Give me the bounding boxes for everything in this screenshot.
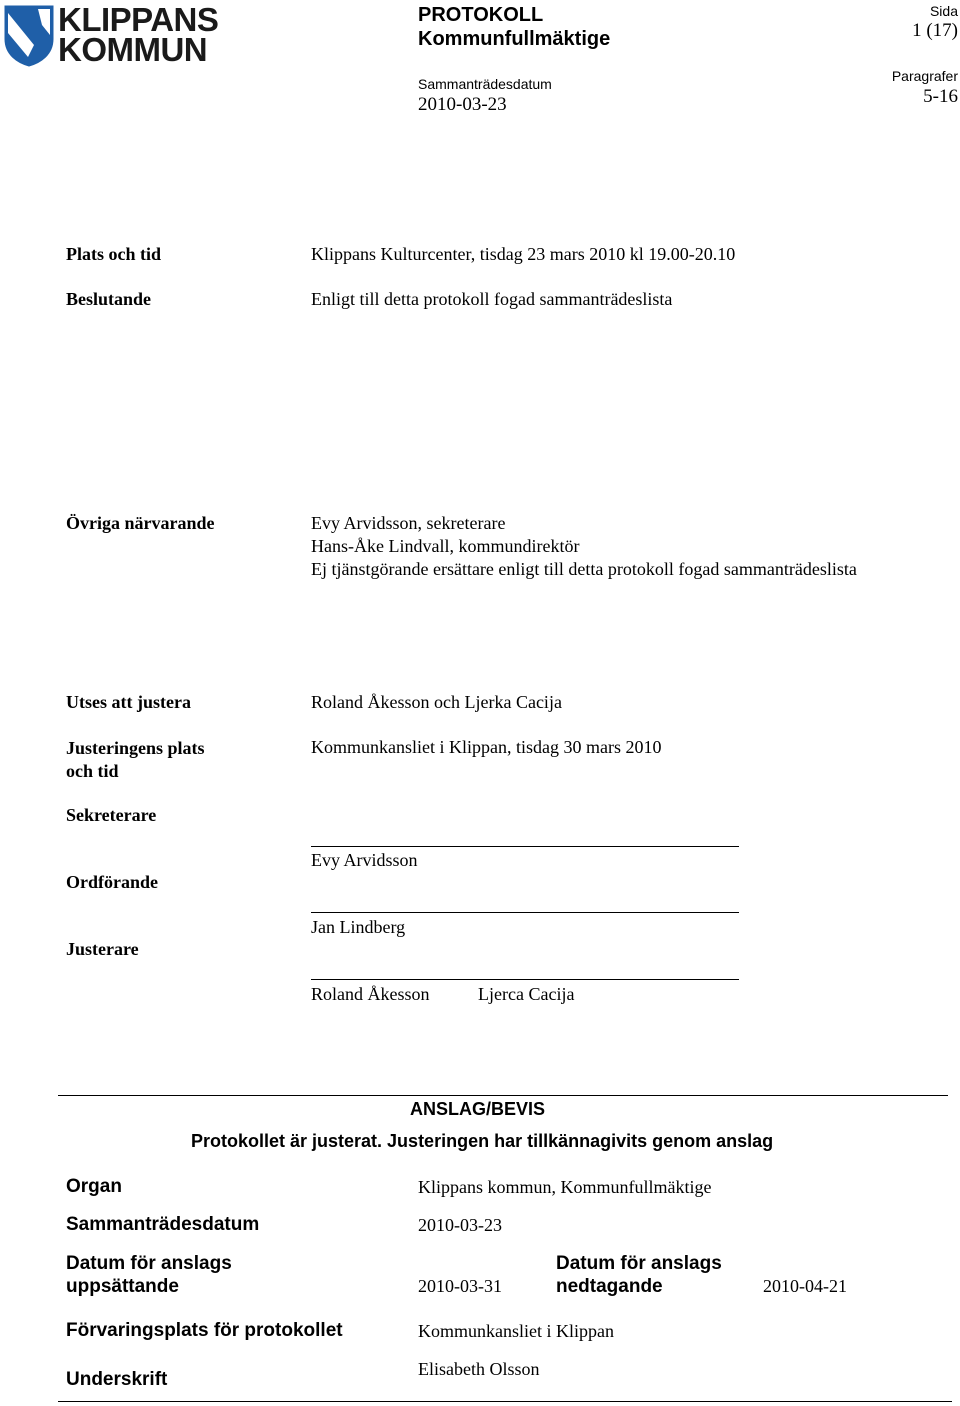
- adjusters-signature-line: [311, 979, 739, 980]
- signature-value: Elisabeth Olsson: [418, 1359, 540, 1379]
- place-time-label: Plats och tid: [66, 244, 162, 264]
- posted-date-value: 2010-03-31: [418, 1276, 502, 1296]
- posted-date-label-line-2: uppsättande: [66, 1276, 179, 1297]
- adjuster-name: Roland Åkesson: [311, 984, 430, 1004]
- organ-value: Klippans kommun, Kommunfullmäktige: [418, 1177, 712, 1197]
- municipality-logo: [4, 1, 219, 68]
- signature-label: Underskrift: [66, 1369, 168, 1390]
- removed-date-label: [556, 1252, 722, 1298]
- others-present-item: Evy Arvidsson, sekreterare: [311, 513, 506, 533]
- page-label: Sida: [929, 3, 958, 19]
- chair-name: Jan Lindberg: [311, 917, 406, 937]
- meeting-date-value: 2010-03-23: [418, 94, 507, 115]
- page-number: 1 (17): [912, 20, 958, 41]
- coat-of-arms-icon: [4, 5, 54, 67]
- adjustment-place-value: Kommunkansliet i Klippan, tisdag 30 mars 2010: [311, 737, 662, 757]
- sections-label: Paragrafer: [891, 68, 958, 84]
- chair-label: Ordförande: [66, 872, 158, 892]
- sections-value: 5-16: [923, 86, 958, 107]
- adjustment-place-label: [66, 737, 205, 783]
- secretary-label: Sekreterare: [66, 805, 157, 825]
- removed-date-label-line-2: nedtagande: [556, 1276, 663, 1297]
- notice-top-rule: [58, 1095, 948, 1096]
- notice-bottom-rule: [58, 1401, 952, 1402]
- deciding-label: Beslutande: [66, 289, 152, 309]
- others-present-item: Ej tjänstgörande ersättare enligt till detta protokoll fogad sammanträdeslista: [311, 559, 857, 579]
- appointed-adjusters-value: Roland Åkesson och Ljerka Cacija: [311, 692, 562, 712]
- appointed-adjusters-label: Utses att justera: [66, 692, 191, 712]
- posted-date-label-line-1: Datum för anslags: [66, 1253, 232, 1274]
- secretary-name: Evy Arvidsson: [311, 850, 418, 870]
- notice-meeting-date-label: Sammanträdesdatum: [66, 1214, 260, 1235]
- adjustment-place-label-line-1: Justeringens plats: [66, 738, 205, 758]
- meeting-date-label: Sammanträdesdatum: [418, 76, 552, 92]
- deciding-value: Enligt till detta protokoll fogad sammanträdeslista: [311, 289, 673, 309]
- adjustment-place-label-line-2: och tid: [66, 761, 119, 781]
- storage-value: Kommunkansliet i Klippan: [418, 1321, 614, 1341]
- others-present-label: Övriga närvarande: [66, 513, 215, 533]
- notice-statement: Protokollet är justerat. Justeringen har tillkännagivits genom anslag: [191, 1131, 774, 1151]
- secretary-signature-line: [311, 846, 739, 847]
- organ-label: Organ: [66, 1176, 122, 1197]
- notice-meeting-date-value: 2010-03-23: [418, 1215, 502, 1235]
- logo-line-2: KOMMUN: [58, 31, 208, 68]
- posted-date-label: [66, 1252, 232, 1298]
- place-time-value: Klippans Kulturcenter, tisdag 23 mars 2010 kl 19.00-20.10: [311, 244, 736, 264]
- removed-date-value: 2010-04-21: [763, 1276, 847, 1296]
- adjusters-label: Justerare: [66, 939, 139, 959]
- notice-heading: ANSLAG/BEVIS: [410, 1099, 546, 1119]
- committee-name: Kommunfullmäktige: [418, 28, 611, 50]
- adjuster-name: Ljerca Cacija: [478, 984, 575, 1004]
- chair-signature-line: [311, 912, 739, 913]
- removed-date-label-line-1: Datum för anslags: [556, 1253, 722, 1274]
- storage-label: Förvaringsplats för protokollet: [66, 1320, 343, 1341]
- others-present-item: Hans-Åke Lindvall, kommundirektör: [311, 536, 580, 556]
- document-type: PROTOKOLL: [418, 4, 544, 26]
- logo-line-1: KLIPPANS: [58, 1, 219, 38]
